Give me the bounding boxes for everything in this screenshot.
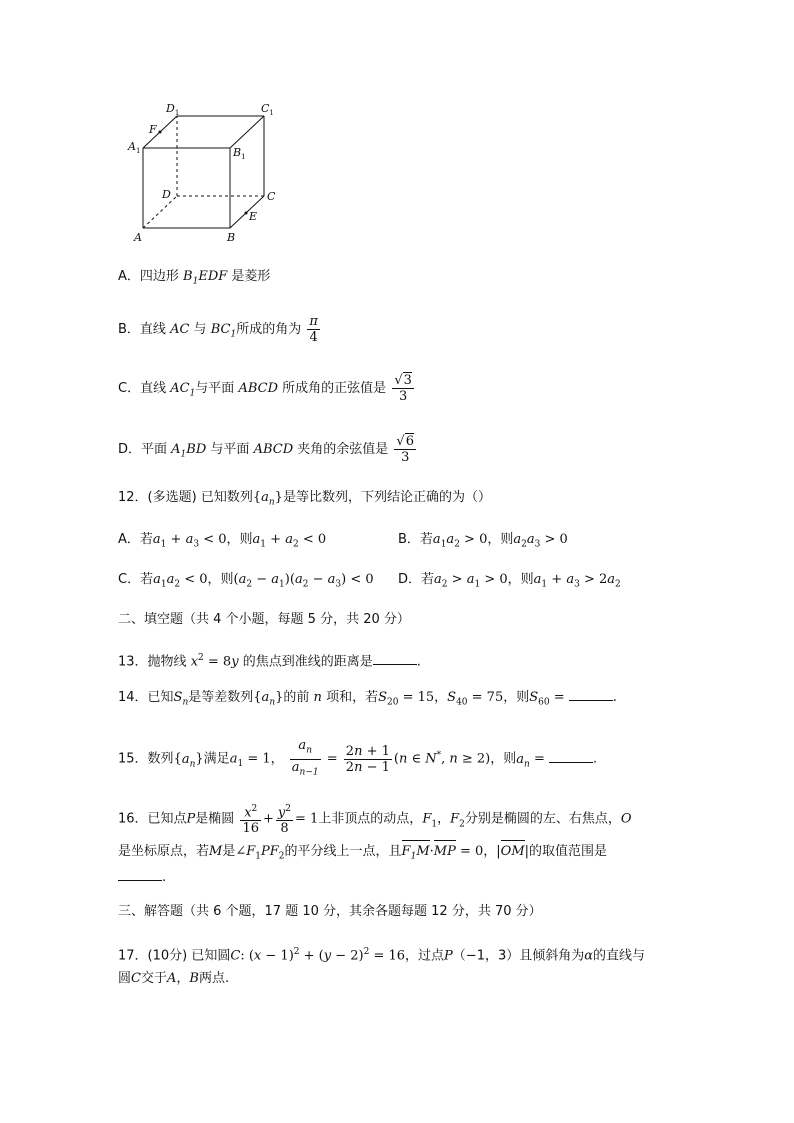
point-E — [245, 212, 248, 215]
q14: 14．已知$S_n$是等差数列$\{a_n\}$的前 n 项和，若$S_{20} = 15$，$S_{40} = 75$，则$S_{60}$ = . — [118, 690, 617, 708]
q16-answer-blank[interactable] — [118, 868, 162, 881]
q12-stem: 12．(多选题) 已知数列$\{a_n\}$是等比数列，下列结论正确的为（） — [118, 490, 491, 508]
q16-line-1: 16．已知点P是椭圆 $\frac{x^2}{16}$ + $\frac{y^2}{8}$ = 1上非顶点的动点，$F_1$，$F_2$分别是椭圆的左、右焦点，O — [118, 804, 632, 837]
label-B1: $B_1$ — [233, 146, 246, 161]
fraction-sqrt3-over-3: $\frac{√3}{3}$ — [394, 373, 412, 404]
q17-line-2: 圆C交于A，B两点. — [118, 971, 230, 986]
q12-option-b: B．若$a_1a_2 > 0$，则$a_2a_3 > 0$ — [398, 532, 568, 550]
q14-answer-blank[interactable] — [569, 688, 613, 701]
fraction-y2-over-8: $\frac{y^2}{8}$ — [277, 804, 291, 837]
q11-option-d: D．平面 $A_1BD$ 与平面 ABCD 夹角的余弦值是 $\frac{√6}{3}$ — [118, 434, 414, 465]
fraction-pi-over-4: $\frac{\pi}{4}$ — [309, 314, 318, 345]
fraction-x2-over-16: $\frac{x^2}{16}$ — [242, 804, 259, 837]
q11-option-a: A．四边形 $B_1EDF$ 是菱形 — [118, 269, 271, 287]
fraction-an-over-an-1: $\frac{a_n}{a_{n-1}}$ — [291, 738, 319, 778]
label-E: E — [249, 210, 258, 223]
label-D1: $D_1$ — [166, 102, 180, 117]
q12-option-c: C．若$a_1a_2 < 0$，则$(a_2 - a_1)(a_2 - a_3) < 0$ — [118, 572, 374, 590]
q13-answer-blank[interactable] — [373, 652, 417, 665]
q12-option-d: D．若$a_2 > a_1 > 0$，则$a_1 + a_3 > 2a_2$ — [398, 572, 621, 590]
q13: 13．抛物线 $x^2 = 8y$ 的焦点到准线的距离是 . — [118, 653, 421, 670]
q12-option-a: A．若$a_1 + a_3 < 0$，则$a_1 + a_2 < 0$ — [118, 532, 327, 550]
section-3-title: 三、解答题（共 6 个题，17 题 10 分，其余各题每题 12 分，共 70 分） — [118, 904, 542, 919]
label-C1: $C_1$ — [261, 102, 274, 117]
label-D: D — [162, 188, 171, 201]
label-C: C — [267, 190, 276, 203]
q15: 15．数列$\{a_n\}$满足$a_1 = 1$， $\frac{a_n}{a_{n-1}}$ = $\frac{2n + 1}{2n - 1}$ (n ∈ N*, n ≥ 2)，则$a_n$ = . — [118, 738, 597, 780]
q17-line-1: 17．(10分) 已知圆C: $(x - 1)^2 + (y - 2)^2 = 16$，过点P（−1，3）且倾斜角为α的直线与 — [118, 947, 646, 964]
fraction-sqrt6-over-3: $\frac{√6}{3}$ — [396, 434, 414, 465]
label-A: A — [134, 231, 142, 244]
point-F — [159, 131, 162, 134]
q16-line-2: 是坐标原点，若M是$\angle F_1PF_2$的平分线上一点，且$F_1M\cdot MP = 0$，|OM|的取值范围是 — [118, 842, 607, 867]
q11-option-c: C．直线 $AC_1$与平面 ABCD 所成角的正弦值是 $\frac{√3}{3}$ — [118, 373, 412, 404]
q11-option-b: B．直线 AC 与 $BC_1$所成的角为 $\frac{\pi}{4}$ — [118, 314, 318, 345]
fraction-2n+1-over-2n-1: $\frac{2n + 1}{2n - 1}$ — [345, 743, 390, 775]
edge-B1-C1 — [230, 116, 264, 148]
q15-answer-blank[interactable] — [549, 750, 593, 763]
edge-A-D — [143, 196, 177, 228]
label-A1: $A_1$ — [128, 140, 141, 155]
q16-line-3: . — [118, 868, 166, 888]
section-2-title: 二、填空题（共 4 个小题，每题 5 分，共 20 分） — [118, 612, 410, 627]
label-F: F — [149, 123, 157, 136]
label-B: B — [227, 231, 236, 244]
